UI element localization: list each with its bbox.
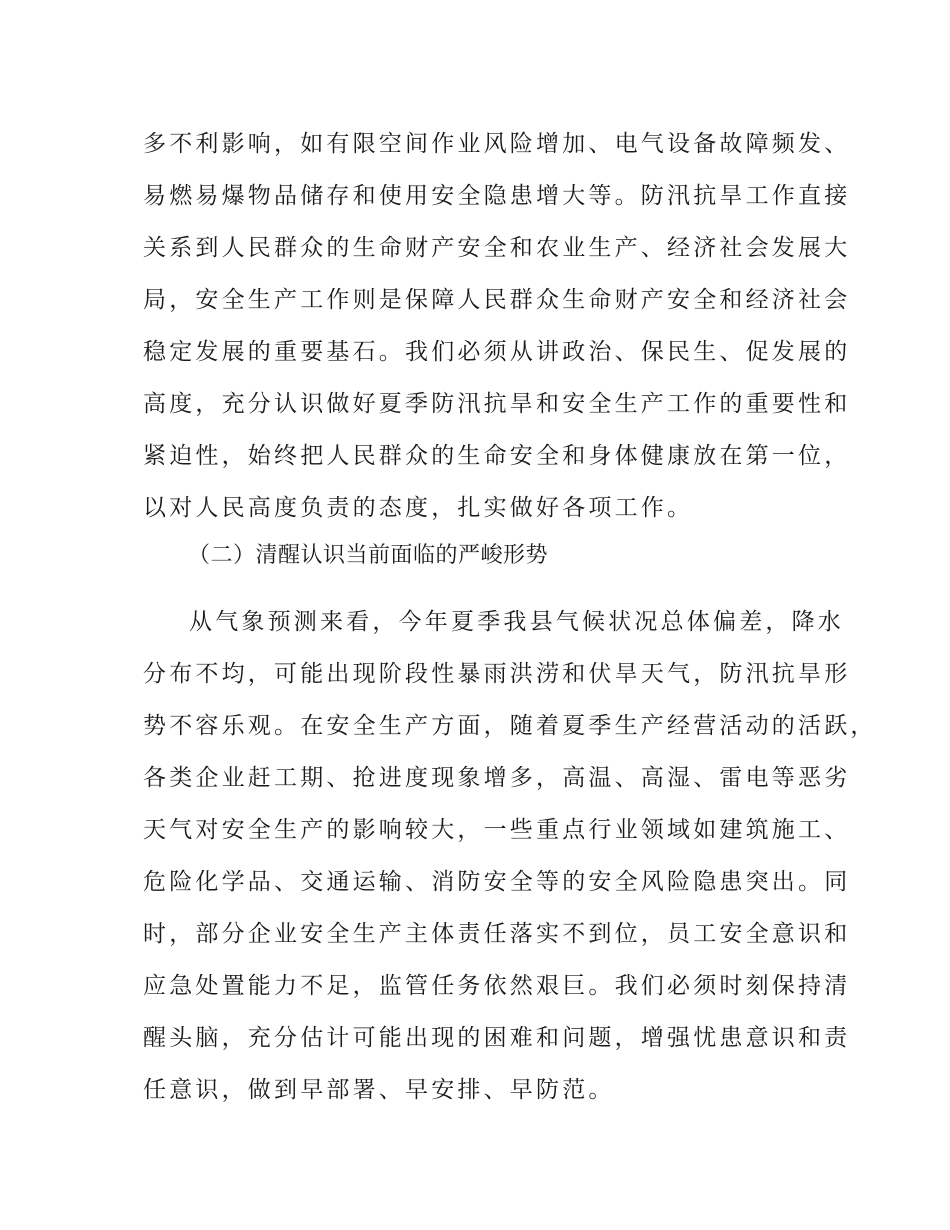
paragraph-line: 醒头脑，充分估计可能出现的困难和问题，增强忧患意识和责 [143,1025,851,1051]
section-heading: （二）清醒认识当前面临的严峻形势 [188,543,549,568]
paragraph-1 [143,118,851,534]
paragraph-line: 从气象预测来看，今年夏季我县气候状况总体偏差，降水 [189,609,844,635]
paragraph-line: 稳定发展的重要基石。我们必须从讲政治、保民生、促发展的 [143,339,851,365]
paragraph-line: 各类企业赶工期、抢进度现象增多，高温、高湿、雷电等恶劣 [143,765,851,791]
paragraph-line: 任意识，做到早部署、早安排、早防范。 [143,1077,615,1103]
paragraph-line: 紧迫性，始终把人民群众的生命安全和身体健康放在第一位， [143,443,851,469]
paragraph-line: 易燃易爆物品储存和使用安全隐患增大等。防汛抗旱工作直接 [143,183,851,209]
paragraph-line: 多不利影响，如有限空间作业风险增加、电气设备故障频发、 [143,131,851,157]
paragraph-2 [143,596,877,1116]
paragraph-line: 分布不均，可能出现阶段性暴雨洪涝和伏旱天气，防汛抗旱形 [143,661,851,687]
paragraph-line: 高度，充分认识做好夏季防汛抗旱和安全生产工作的重要性和 [143,391,851,417]
paragraph-line: 时，部分企业安全生产主体责任落实不到位，员工安全意识和 [143,921,851,947]
paragraph-line: 关系到人民群众的生命财产安全和农业生产、经济社会发展大 [143,235,851,261]
paragraph-line: 以对人民高度负责的态度，扎实做好各项工作。 [143,495,694,521]
paragraph-line: 危险化学品、交通运输、消防安全等的安全风险隐患突出。同 [143,869,851,895]
paragraph-line: 局，安全生产工作则是保障人民群众生命财产安全和经济社会 [143,287,851,313]
paragraph-line: 势不容乐观。在安全生产方面，随着夏季生产经营活动的活跃， [143,713,877,739]
paragraph-line: 天气对安全生产的影响较大，一些重点行业领域如建筑施工、 [143,817,851,843]
paragraph-line: 应急处置能力不足，监管任务依然艰巨。我们必须时刻保持清 [143,973,851,999]
